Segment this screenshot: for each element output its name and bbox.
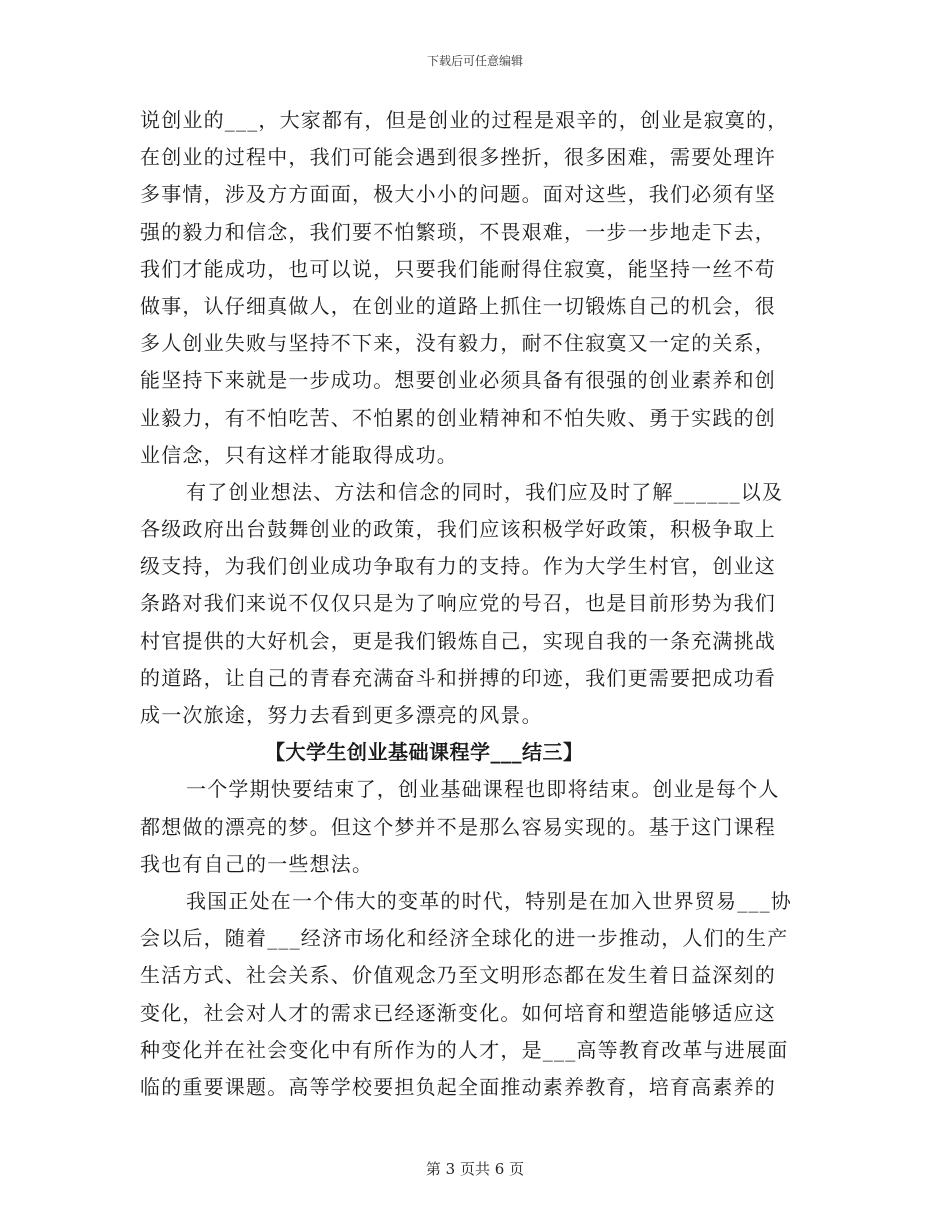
text-line: 生活方式、社会关系、价值观念乃至文明形态都在发生着日益深刻的 <box>140 963 776 988</box>
text-line: 都想做的漂亮的梦。但这个梦并不是那么容易实现的。基于这门课程 <box>140 814 776 839</box>
page-header: 下载后可任意编辑 <box>426 54 523 68</box>
text-line: 种变化并在社会变化中有所作为的人才，是___高等教育改革与进展面 <box>140 1037 789 1062</box>
text-line: 的道路，让自己的青春充满奋斗和拼搏的印迹，我们更需要把成功看 <box>140 665 776 690</box>
text-line: 我们才能成功，也可以说，只要我们能耐得住寂寞，能坚持一丝不苟 <box>140 256 776 281</box>
text-line: 村官提供的大好机会，更是我们锻炼自己，实现自我的一条充满挑战 <box>140 628 776 653</box>
text-line: 临的重要课题。高等学校要担负起全面推动素养教育，培育高素养的 <box>140 1074 776 1099</box>
text-line: 成一次旅途，努力去看到更多漂亮的风景。 <box>140 703 543 727</box>
text-line: 业信念，只有这样才能取得成功。 <box>140 442 458 467</box>
page-footer: 第 3 页共 6 页 <box>425 1160 525 1178</box>
text-line: 会以后，随着___经济市场化和经济全球化的进一步推动，人们的生产 <box>140 926 789 951</box>
text-line: 级支持，为我们创业成功争取有力的支持。作为大学生村官，创业这 <box>140 554 776 579</box>
text-line: 在创业的过程中，我们可能会遇到很多挫折，很多困难，需要处理许 <box>140 145 776 170</box>
text-line: 多事情，涉及方方面面，极大小小的问题。面对这些，我们必须有坚 <box>140 182 776 207</box>
text-line: 多人创业失败与坚持不下来，没有毅力，耐不住寂寞又一定的关系， <box>140 331 776 356</box>
document-body <box>140 102 800 1106</box>
text-line: 说创业的___，大家都有，但是创业的过程是艰辛的，创业是寂寞的， <box>140 108 789 132</box>
text-line: 条路对我们来说不仅仅只是为了响应党的号召，也是目前形势为我们 <box>140 591 776 616</box>
text-line: 做事，认仔细真做人，在创业的道路上抓住一切锻炼自己的机会，很 <box>140 293 776 318</box>
text-line: 变化，社会对人才的需求已经逐渐变化。如何培育和塑造能够适应这 <box>140 1000 776 1025</box>
text-line: 业毅力，有不怕吃苦、不怕累的创业精神和不怕失败、勇于实践的创 <box>140 405 776 430</box>
text-line: 各级政府出台鼓舞创业的政策，我们应该积极学好政策，积极争取上 <box>140 517 776 542</box>
text-line: 一个学期快要结束了，创业基础课程也即将结束。创业是每个人 <box>186 777 780 802</box>
text-line: 我国正处在一个伟大的变革的时代，特别是在加入世界贸易___协 <box>186 888 792 913</box>
section-heading: 【大学生创业基础课程学___结三】 <box>265 740 584 765</box>
text-line: 能坚持下来就是一步成功。想要创业必须具备有很强的创业素养和创 <box>140 368 776 393</box>
text-line: 我也有自己的一些想法。 <box>140 851 374 876</box>
text-line: 有了创业想法、方法和信念的同时，我们应及时了解______以及 <box>186 479 784 504</box>
text-line: 强的毅力和信念，我们要不怕繁琐，不畏艰难，一步一步地走下去， <box>140 219 776 244</box>
